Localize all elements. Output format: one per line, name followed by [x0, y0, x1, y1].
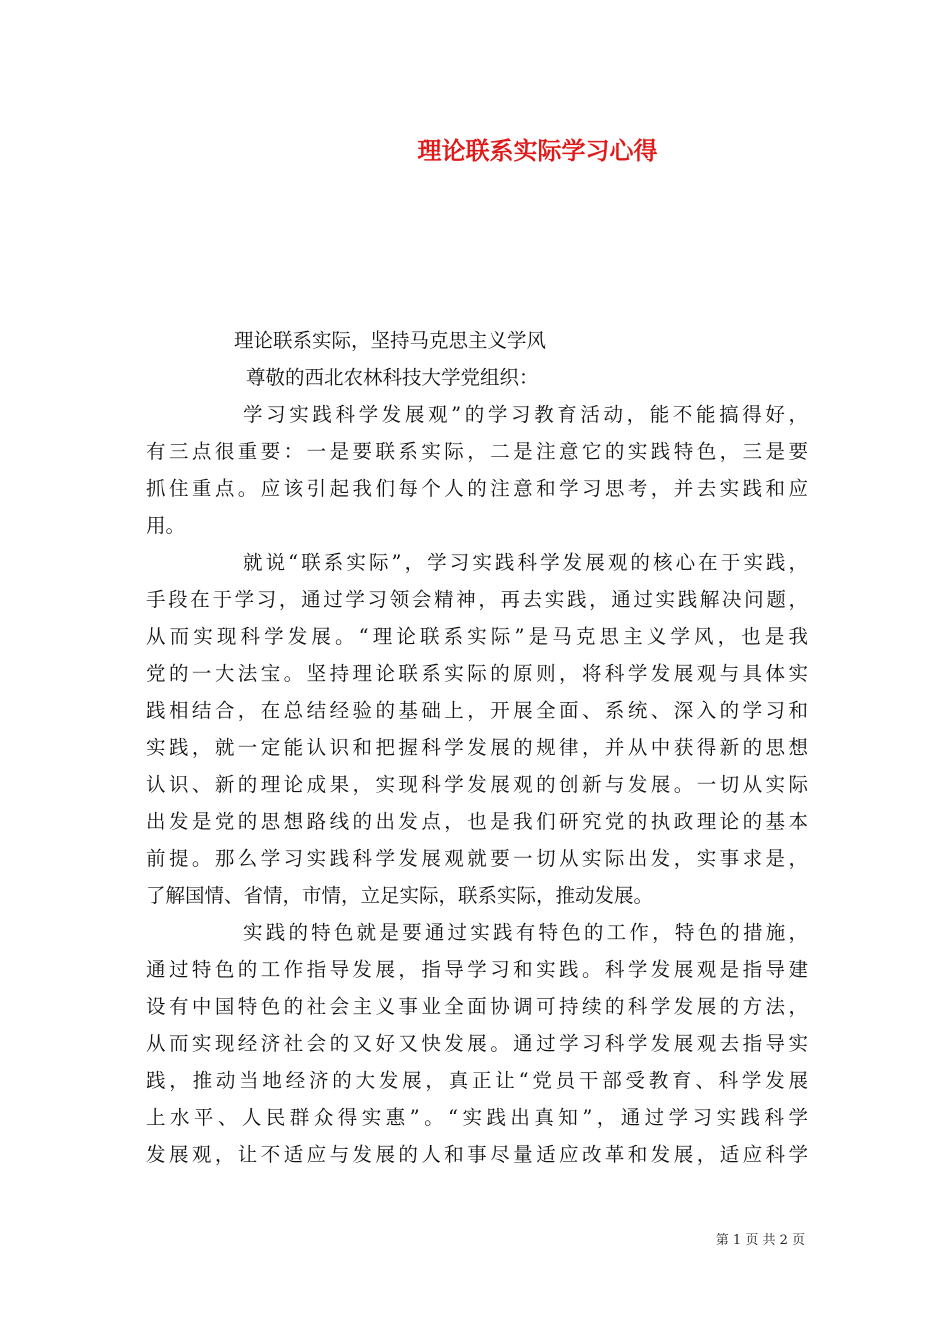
- paragraph-line: 通过特色的工作指导发展，指导学习和实践。科学发展观是指导建: [146, 958, 808, 981]
- paragraph-2: [146, 544, 808, 914]
- paragraph-line: 抓住重点。应该引起我们每个人的注意和学习思考，并去实践和应: [146, 477, 808, 500]
- paragraph-1: [146, 396, 808, 544]
- document-body: [146, 322, 808, 1173]
- paragraph-line: 从而实现经济社会的又好又快发展。通过学习科学发展观去指导实: [146, 1032, 808, 1055]
- paragraph-line: 践相结合，在总结经验的基础上，开展全面、系统、深入的学习和: [146, 699, 808, 722]
- paragraph-line: 了解国情、省情，市情，立足实际，联系实际，推动发展。: [146, 884, 654, 907]
- salutation: 尊敬的西北农林科技大学党组织：: [246, 366, 539, 389]
- paragraph-line: 手段在于学习，通过学习领会精神，再去实践，通过实践解决问题，: [146, 588, 808, 611]
- paragraph-line: 用。: [146, 514, 186, 537]
- paragraph-line: 学习实践科学发展观”的学习教育活动，能不能搞得好，: [243, 403, 808, 426]
- paragraph-line: 就说“联系实际”，学习实践科学发展观的核心在于实践，: [243, 551, 808, 574]
- paragraph-line: 认识、新的理论成果，实现科学发展观的创新与发展。一切从实际: [146, 773, 808, 796]
- document-subtitle: 理论联系实际，坚持马克思主义学风: [234, 329, 547, 352]
- paragraph-line: 党的一大法宝。坚持理论联系实际的原则，将科学发展观与具体实: [146, 662, 808, 685]
- paragraph-line: 上水平、人民群众得实惠”。“实践出真知”，通过学习实践科学: [146, 1106, 808, 1129]
- paragraph-line: 践，推动当地经济的大发展，真正让“党员干部受教育、科学发展: [146, 1069, 808, 1092]
- paragraph-line: 从而实现科学发展。“理论联系实际”是马克思主义学风，也是我: [146, 625, 808, 648]
- paragraph-line: 设有中国特色的社会主义事业全面协调可持续的科学发展的方法，: [146, 995, 808, 1018]
- page-number: 第 1 页 共 2 页: [715, 1233, 805, 1248]
- paragraph-line: 有三点很重要：一是要联系实际，二是注意它的实践特色，三是要: [146, 440, 808, 463]
- paragraph-line: 发展观，让不适应与发展的人和事尽量适应改革和发展，适应科学: [146, 1143, 808, 1166]
- paragraph-line: 出发是党的思想路线的出发点，也是我们研究党的执政理论的基本: [146, 810, 808, 833]
- document-title: 理论联系实际学习心得: [417, 136, 658, 165]
- paragraph-line: 实践，就一定能认识和把握科学发展的规律，并从中获得新的思想: [146, 736, 808, 759]
- paragraph-3: [146, 914, 808, 1173]
- paragraph-line: 实践的特色就是要通过实践有特色的工作，特色的措施，: [243, 921, 808, 944]
- paragraph-line: 前提。那么学习实践科学发展观就要一切从实际出发，实事求是，: [146, 847, 808, 870]
